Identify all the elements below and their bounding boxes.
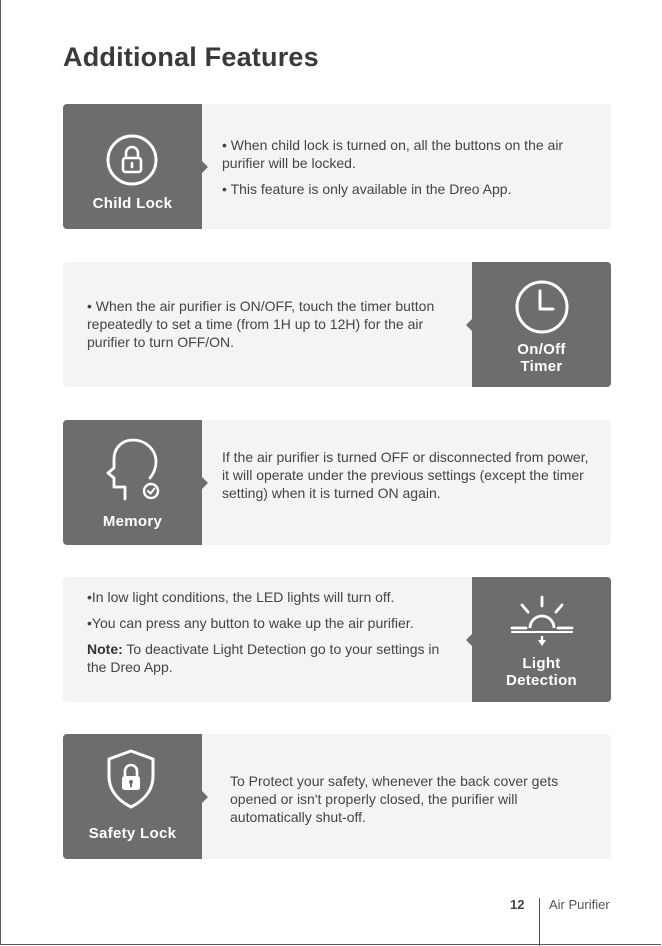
page-title: Additional Features	[63, 42, 319, 72]
feature-badge	[63, 420, 202, 545]
feature-card-memory	[63, 420, 611, 545]
feature-note	[87, 640, 462, 676]
feature-description	[222, 448, 592, 502]
footer-product-name: Air Purifier	[549, 897, 610, 912]
feature-label: Memory	[102, 513, 163, 530]
shield-lock-icon	[63, 734, 202, 834]
footer-divider	[539, 898, 540, 946]
feature-description	[230, 772, 600, 826]
feature-label-line: Timer	[520, 358, 563, 375]
head-with-memory-clock-icon	[63, 420, 202, 520]
feature-label	[472, 655, 611, 689]
feature-badge	[472, 577, 611, 702]
feature-card-safety-lock	[63, 734, 611, 859]
feature-label-line: Light	[522, 655, 561, 672]
feature-badge	[63, 104, 202, 229]
feature-card-timer	[63, 262, 611, 387]
feature-card-light-detection	[63, 577, 611, 702]
feature-label-line: On/Off	[517, 341, 566, 358]
feature-badge	[63, 734, 202, 859]
padlock-in-circle-icon	[63, 104, 202, 204]
feature-label	[472, 341, 611, 375]
note-label: Note:	[87, 641, 123, 657]
feature-label-line: Detection	[505, 672, 578, 689]
feature-description	[87, 297, 457, 351]
feature-paragraph: To Protect your safety, whenever the back cover gets opened or isn't properly closed, the purifier will automatically shut-off.	[230, 773, 559, 825]
feature-badge	[472, 262, 611, 387]
feature-paragraph: If the air purifier is turned OFF or disconnected from power, it will operate under the previous settings (except the timer setting) when it is turned ON again.	[222, 449, 589, 501]
feature-description	[87, 588, 462, 676]
page-number: 12	[510, 897, 525, 912]
feature-paragraph: • This feature is only available in the Dreo App.	[222, 181, 512, 197]
feature-paragraph: • When child lock is turned on, all the buttons on the air purifier will be locked.	[222, 137, 564, 171]
feature-description	[222, 136, 592, 198]
feature-label: Child Lock	[92, 195, 173, 212]
feature-card-child-lock	[63, 104, 611, 229]
feature-paragraph: • When the air purifier is ON/OFF, touch the timer button repeatedly to set a time (from 1H up to 12H) for the air purifier to turn OFF/ON.	[87, 298, 435, 350]
note-text: To deactivate Light Detection go to your settings in the Dreo App.	[87, 641, 440, 675]
feature-paragraph: •In low light conditions, the LED lights will turn off.	[87, 589, 395, 605]
feature-paragraph: •You can press any button to wake up the air purifier.	[87, 615, 414, 631]
feature-label: Safety Lock	[88, 825, 177, 842]
